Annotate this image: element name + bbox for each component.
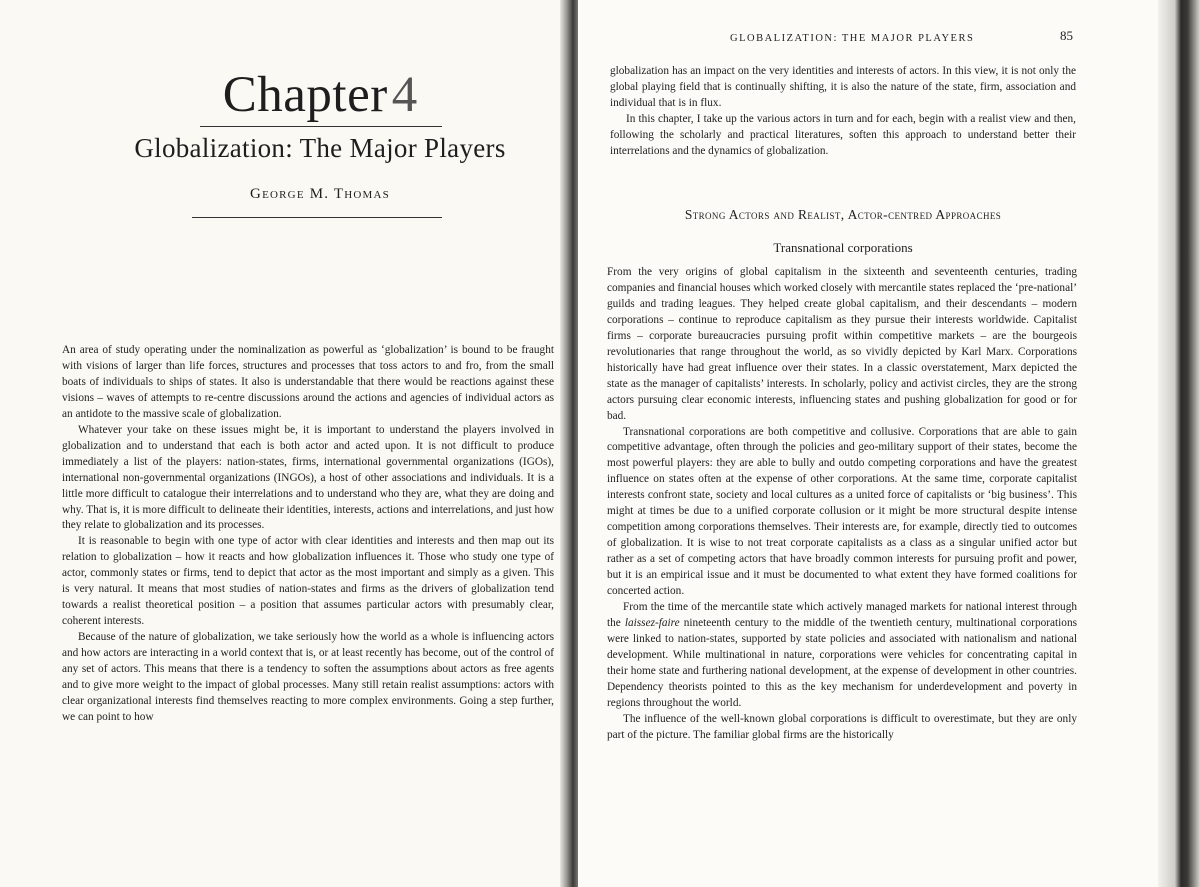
author-rule	[192, 217, 442, 218]
subsection-heading: Transnational corporations	[773, 240, 913, 255]
chapter-author: George M. Thomas	[250, 186, 390, 202]
paragraph: In this chapter, I take up the various actors in turn and for each, begin with a realist view and then, following the scholarly and practical literatures, soften this approach to understand better their interrelations and the dynamics of globalization.	[610, 112, 1076, 157]
left-page	[0, 0, 568, 887]
page-edge-shadow	[1158, 0, 1200, 887]
paragraph: The influence of the well-known global corporations is difficult to overestimate, but they are only part of the picture. The familiar global firms are the historically	[607, 712, 1077, 741]
paragraph: From the very origins of global capitalism in the sixteenth and seventeenth centuries, trading companies and financial houses which worked closely with mercantile states replaced the ‘pre-national’ guilds and trading leagues. They helped create global capitalism, and their descendants – modern corporations – continue to reproduce capitalism as they pursue their interests worldwide. Capitalist firms – corporate bureaucracies pursuing profit within competitive markets – are the bourgeois revolutionaries that range throughout the world, as so vividly depicted by Karl Marx. Corporations historically have had great influence over their states. In a classic overstatement, Marx depicted the state as the manager of capitalists’ interests. In scholarly, policy and activist circles, they are the strong actors pursuing clear economic interests, influencing states and pushing globalization for good or for bad.	[607, 266, 1077, 422]
title-rule-top	[200, 126, 442, 127]
section-heading: Strong Actors and Realist, Actor-centred Approaches	[684, 207, 1002, 222]
page-number: 85	[1060, 28, 1073, 43]
emphasis-term: laissez-faire	[624, 616, 680, 629]
chapter-title: Globalization: The Major Players	[134, 133, 506, 163]
running-head: GLOBALIZATION: THE MAJOR PLAYERS	[730, 33, 975, 44]
paragraph: globalization has an impact on the very identities and interests of actors. In this view, it is not only the global playing field that is continually shifting, it is also the nature of the state, firm, association and individual that is in flux.	[610, 65, 1076, 109]
paragraph: Because of the nature of globalization, we take seriously how the world as a whole is influencing actors and how actors are interacting in a world context that is, or at least recently has become, out of the control of any set of actors. This means that there is a tendency to soften the assumptions about actors as free agents and to give more weight to the impact of global processes. Many still retain realist assumptions: actors with clear organizational interests find themselves reacting to more complex environments. Going a step further, we can point to how	[62, 631, 554, 723]
chapter-number: 4	[391, 67, 418, 123]
paragraph: An area of study operating under the nominalization as powerful as ‘globalization’ is bound to be fraught with visions of larger than life forces, structures and processes that toss actors to and fro, from the small boats of individuals to ships of states. It also is understandable that there would be reactions against these visions – waves of attempts to re-centre discussions around the actions and agencies of individual actors as an antidote to the massive scale of globalization.	[62, 344, 554, 420]
paragraph: Whatever your take on these issues might be, it is important to understand the players involved in globalization and to understand that each is both actor and acted upon. It is not difficult to produce immediately a list of the players: nation-states, firms, international governmental organizations (IGOs), international non-governmental organizations (INGOs), a host of other associations and individuals. It is a little more difficult to catalogue their interrelations and to understand who they are, what they are doing and why. That is, it is more difficult to delineate their identities, interests, actions and interrelations, and just how they relate to globalization and its processes.	[62, 423, 554, 532]
chapter-label	[110, 66, 530, 124]
chapter-word: Chapter	[222, 67, 388, 123]
paragraph: It is reasonable to begin with one type of actor with clear identities and interests and then map out its relation to globalization – how it reacts and how globalization influences it. Those who study one type of actor, commonly states or firms, tend to depict that actor as the most important and simply as a given. This is very natural. It means that most studies of nation-states and firms as the drivers of globalization tend towards a realist theoretical position – a position that assumes particular actors with presumably clear, coherent interests.	[62, 535, 554, 628]
right-body-text	[607, 265, 1077, 744]
paragraph: Transnational corporations are both competitive and collusive. Corporations that are able to gain competitive advantage, often through the policies and geo-military support of their states, become the most powerful players: they are able to bully and outdo competing corporations and have the greatest influence on states often at the expense of other corporations. At the same time, corporate capitalist interests confront state, society and local cultures as a united force of capitalists or ‘big business’. This might at times be due to a unified corporate collusion or it might be more structural despite intense competition among corporations themselves. Their interests are, for example, directly tied to outcomes of globalization. It is wise to not treat corporate capitalists as a class as a singular unified actor but rather as a set of competing actors that have broadly common interests for pursuing profit and power, but it is an empirical issue and it must be documented to what extent they have formed coalitions for concerted action.	[607, 425, 1077, 598]
paragraph: From the time of the mercantile state which actively managed markets for national interest through the laissez-faire nineteenth century to the middle of the twentieth century, multinational corporations were linked to nation-states, supported by state policies and associated with nationalism and national development. While multinational in nature, corporations were vehicles for concentrating capital in their home state and furthering national development, at the expense of development in other countries. Dependency theorists pointed to this as the key mechanism for underdevelopment and poverty in regions throughout the world.	[607, 601, 1077, 709]
left-body-text	[62, 343, 554, 726]
right-intro-text	[610, 64, 1076, 160]
